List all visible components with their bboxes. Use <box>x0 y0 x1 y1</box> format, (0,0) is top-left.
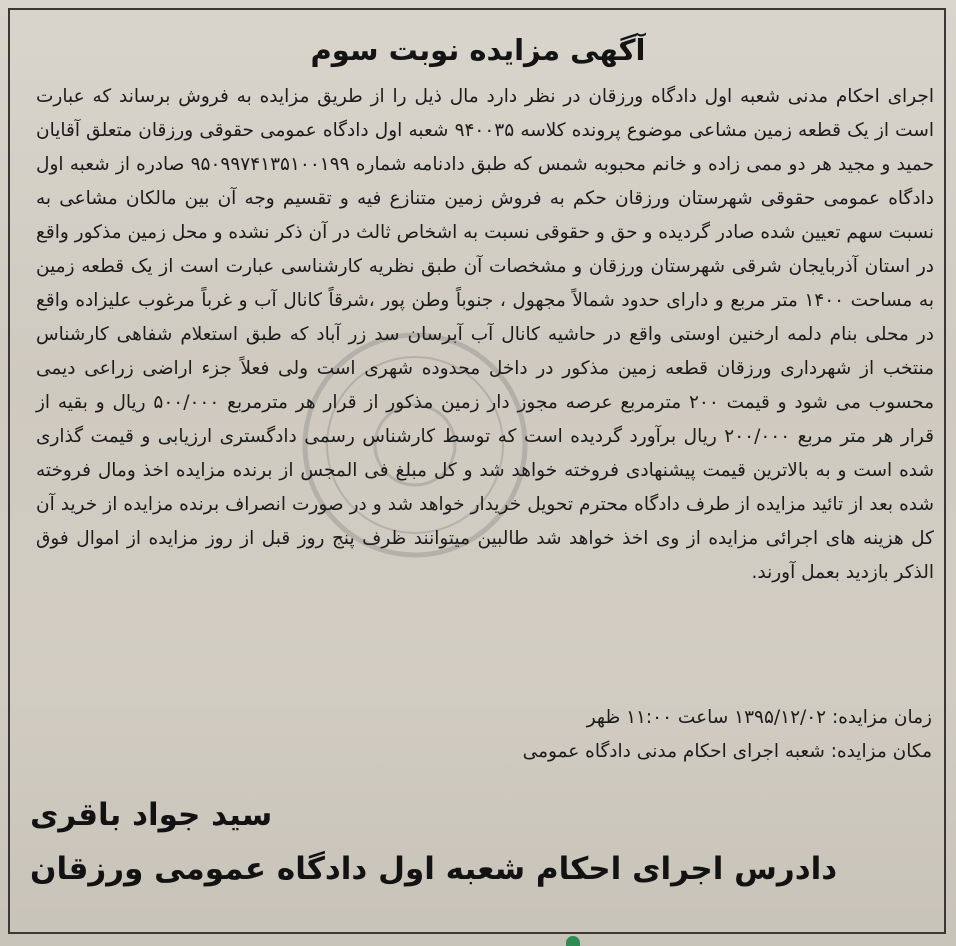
green-marker <box>566 936 580 946</box>
notice-title: آگهی مزایده نوبت سوم <box>310 33 646 67</box>
signatory-name: سید جواد باقری <box>30 797 273 833</box>
auction-time: زمان مزایده: ۱۳۹۵/۱۲/۰۲ ساعت ۱۱:۰۰ ظهر <box>586 707 932 728</box>
signatory-title: دادرس اجرای احکام شعبه اول دادگاه عمومی ورزقان <box>30 851 838 887</box>
auction-place: مکان مزایده: شعبه اجرای احکام مدنی دادگاه عمومی <box>522 741 932 762</box>
notice-body: اجرای احکام مدنی شعبه اول دادگاه ورزقان در نظر دارد مال ذیل را از طریق مزایده به فروش برساند که عبارت است از یک قطعه زمین مشاعی موضوع پرونده کلاسه ۹۴۰۰۳۵ شعبه اول دادگاه عمومی حقوقی ورزقان متعلق آقایان حمید و مجید هر دو ممی زاده و خانم محبوبه شمس که طبق دادنامه شماره ۹۵۰۹۹۷۴۱۳۵۱۰۰۱۹۹ صادره از شعبه اول دادگاه عمومی حقوقی شهرستان ورزقان حکم به فروش زمین متنازع فیه و تقسیم وجه آن بین مالکان مشاعی به نسبت سهم تعیین شده صادر گردیده و حق و حقوقی نسبت به اشخاص ثالث در آن ذکر نشده و محل زمین مذکور واقع در استان آذربایجان شرقی شهرستان ورزقان و مشخصات آن طبق نظریه کارشناسی عبارت است از یک قطعه زمین به مساحت ۱۴۰۰ متر مربع و دارای حدود شمالاً مجهول ، جنوباً وطن پور ،شرقاً کانال آب و غرباً مرغوب علیزاده واقع در محلی بنام دلمه ارخنین اوستی واقع در حاشیه کانال آب آبرسان سد زر آباد که طبق استعلام شفاهی کارشناس منتخب از شهرداری ورزقان قطعه زمین مذکور در داخل محدوده شهری است ولی فعلاً جزء اراضی زراعی دیمی محسوب می شود و قیمت ۲۰۰ مترمربع عرصه مجوز دار زمین مذکور از قرار هر مترمربع ۵۰۰/۰۰۰ ریال و بقیه از قرار هر متر مربع ۲۰۰/۰۰۰ ریال برآورد گردیده است که توسط کارشناس رسمی دادگستری ارزیابی و قیمت گذاری شده است و به بالاترین قیمت پیشنهادی فروخته خواهد شد و کل مبلغ فی المجس از برنده مزایده اخذ ومال فروخته شده بعد از تائید مزایده از طرف دادگاه محترم تحویل خریدار خواهد شد و در صورت انصراف برنده مزایده از خرید آن کل هزینه های اجرائی مزایده از وی اخذ خواهد شد طالبین میتوانند ظرف پنج روز قبل از روز مزایده از اموال فوق الذکر بازدید بعمل آورند. <box>36 86 934 583</box>
